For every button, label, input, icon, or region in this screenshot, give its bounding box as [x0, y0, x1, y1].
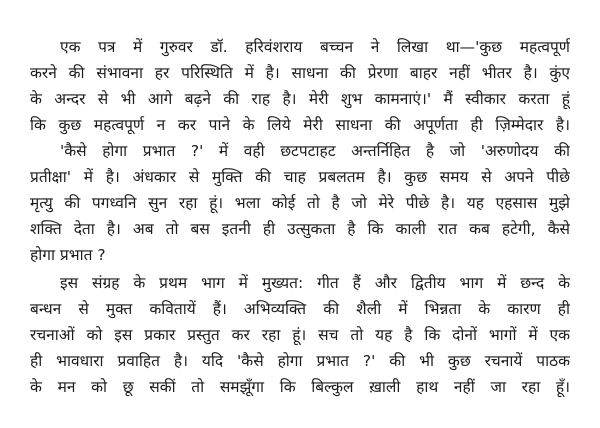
paragraph-3-line-1: इस संग्रह के प्रथम भाग में मुख्यत: गीत हैं और द्वितीय भाग में छन्द के — [60, 274, 570, 292]
paragraph-3-line-3: रचनाओं को इस प्रकार प्रस्तुत कर रहा हूं। सच तो यह है कि दोनों भागों में एक — [30, 326, 570, 344]
paragraph-1-line-4: कि कुछ महत्वपूर्ण न कर पाने के लिये मेरी साधना की अपूर्णता ही ज़िम्मेदार है। — [30, 116, 570, 134]
paragraph-2-line-2: प्रतीक्षा' में है। अंधकार से मुक्ति की चाह प्रबलतम है। कुछ समय से अपने पीछे — [30, 168, 570, 186]
paragraph-3-line-4: ही भावधारा प्रवाहित है। यदि 'कैसे होगा प्रभात ?' की भी कुछ रचनायें पाठक — [30, 352, 570, 370]
paragraph-3-line-5: के मन को छू सकीं तो समझूँगा कि बिल्कुल ख़ाली हाथ नहीं जा रहा हूँ। — [30, 378, 570, 396]
paragraph-2-line-5: होगा प्रभात ? — [30, 246, 106, 264]
paragraph-1-line-1: एक पत्र में गुरुवर डॉ. हरिवंशराय बच्चन ने लिखा था—'कुछ महत्वपूर्ण — [60, 38, 570, 56]
paragraph-1-line-3: के अन्दर से भी आगे बढ़ने की राह है। मेरी शुभ कामनाएं।' मैं स्वीकार करता हूं — [30, 90, 570, 108]
paragraph-2-line-4: शक्ति देता है। अब तो बस इतनी ही उत्सुकता है कि काली रात कब हटेगी, कैसे — [30, 220, 570, 238]
paragraph-1-line-2: करने की संभावना हर परिस्थिति में है। साधना की प्रेरणा बाहर नहीं भीतर है। कुंए — [30, 64, 570, 82]
paragraph-2-line-3: मृत्यु की पगध्वनि सुन रहा हूं। भला कोई तो है जो मेरे पीछे है। यह एहसास मुझे — [30, 194, 570, 212]
paragraph-3-line-2: बन्धन से मुक्त कवितायें हैं। अभिव्यक्ति की शैली में भिन्नता के कारण ही — [30, 300, 570, 318]
paragraph-2-line-1: 'कैसे होगा प्रभात ?' में वही छटपटाहट अन्तर्निहित है जो 'अरुणोदय की — [60, 142, 570, 160]
